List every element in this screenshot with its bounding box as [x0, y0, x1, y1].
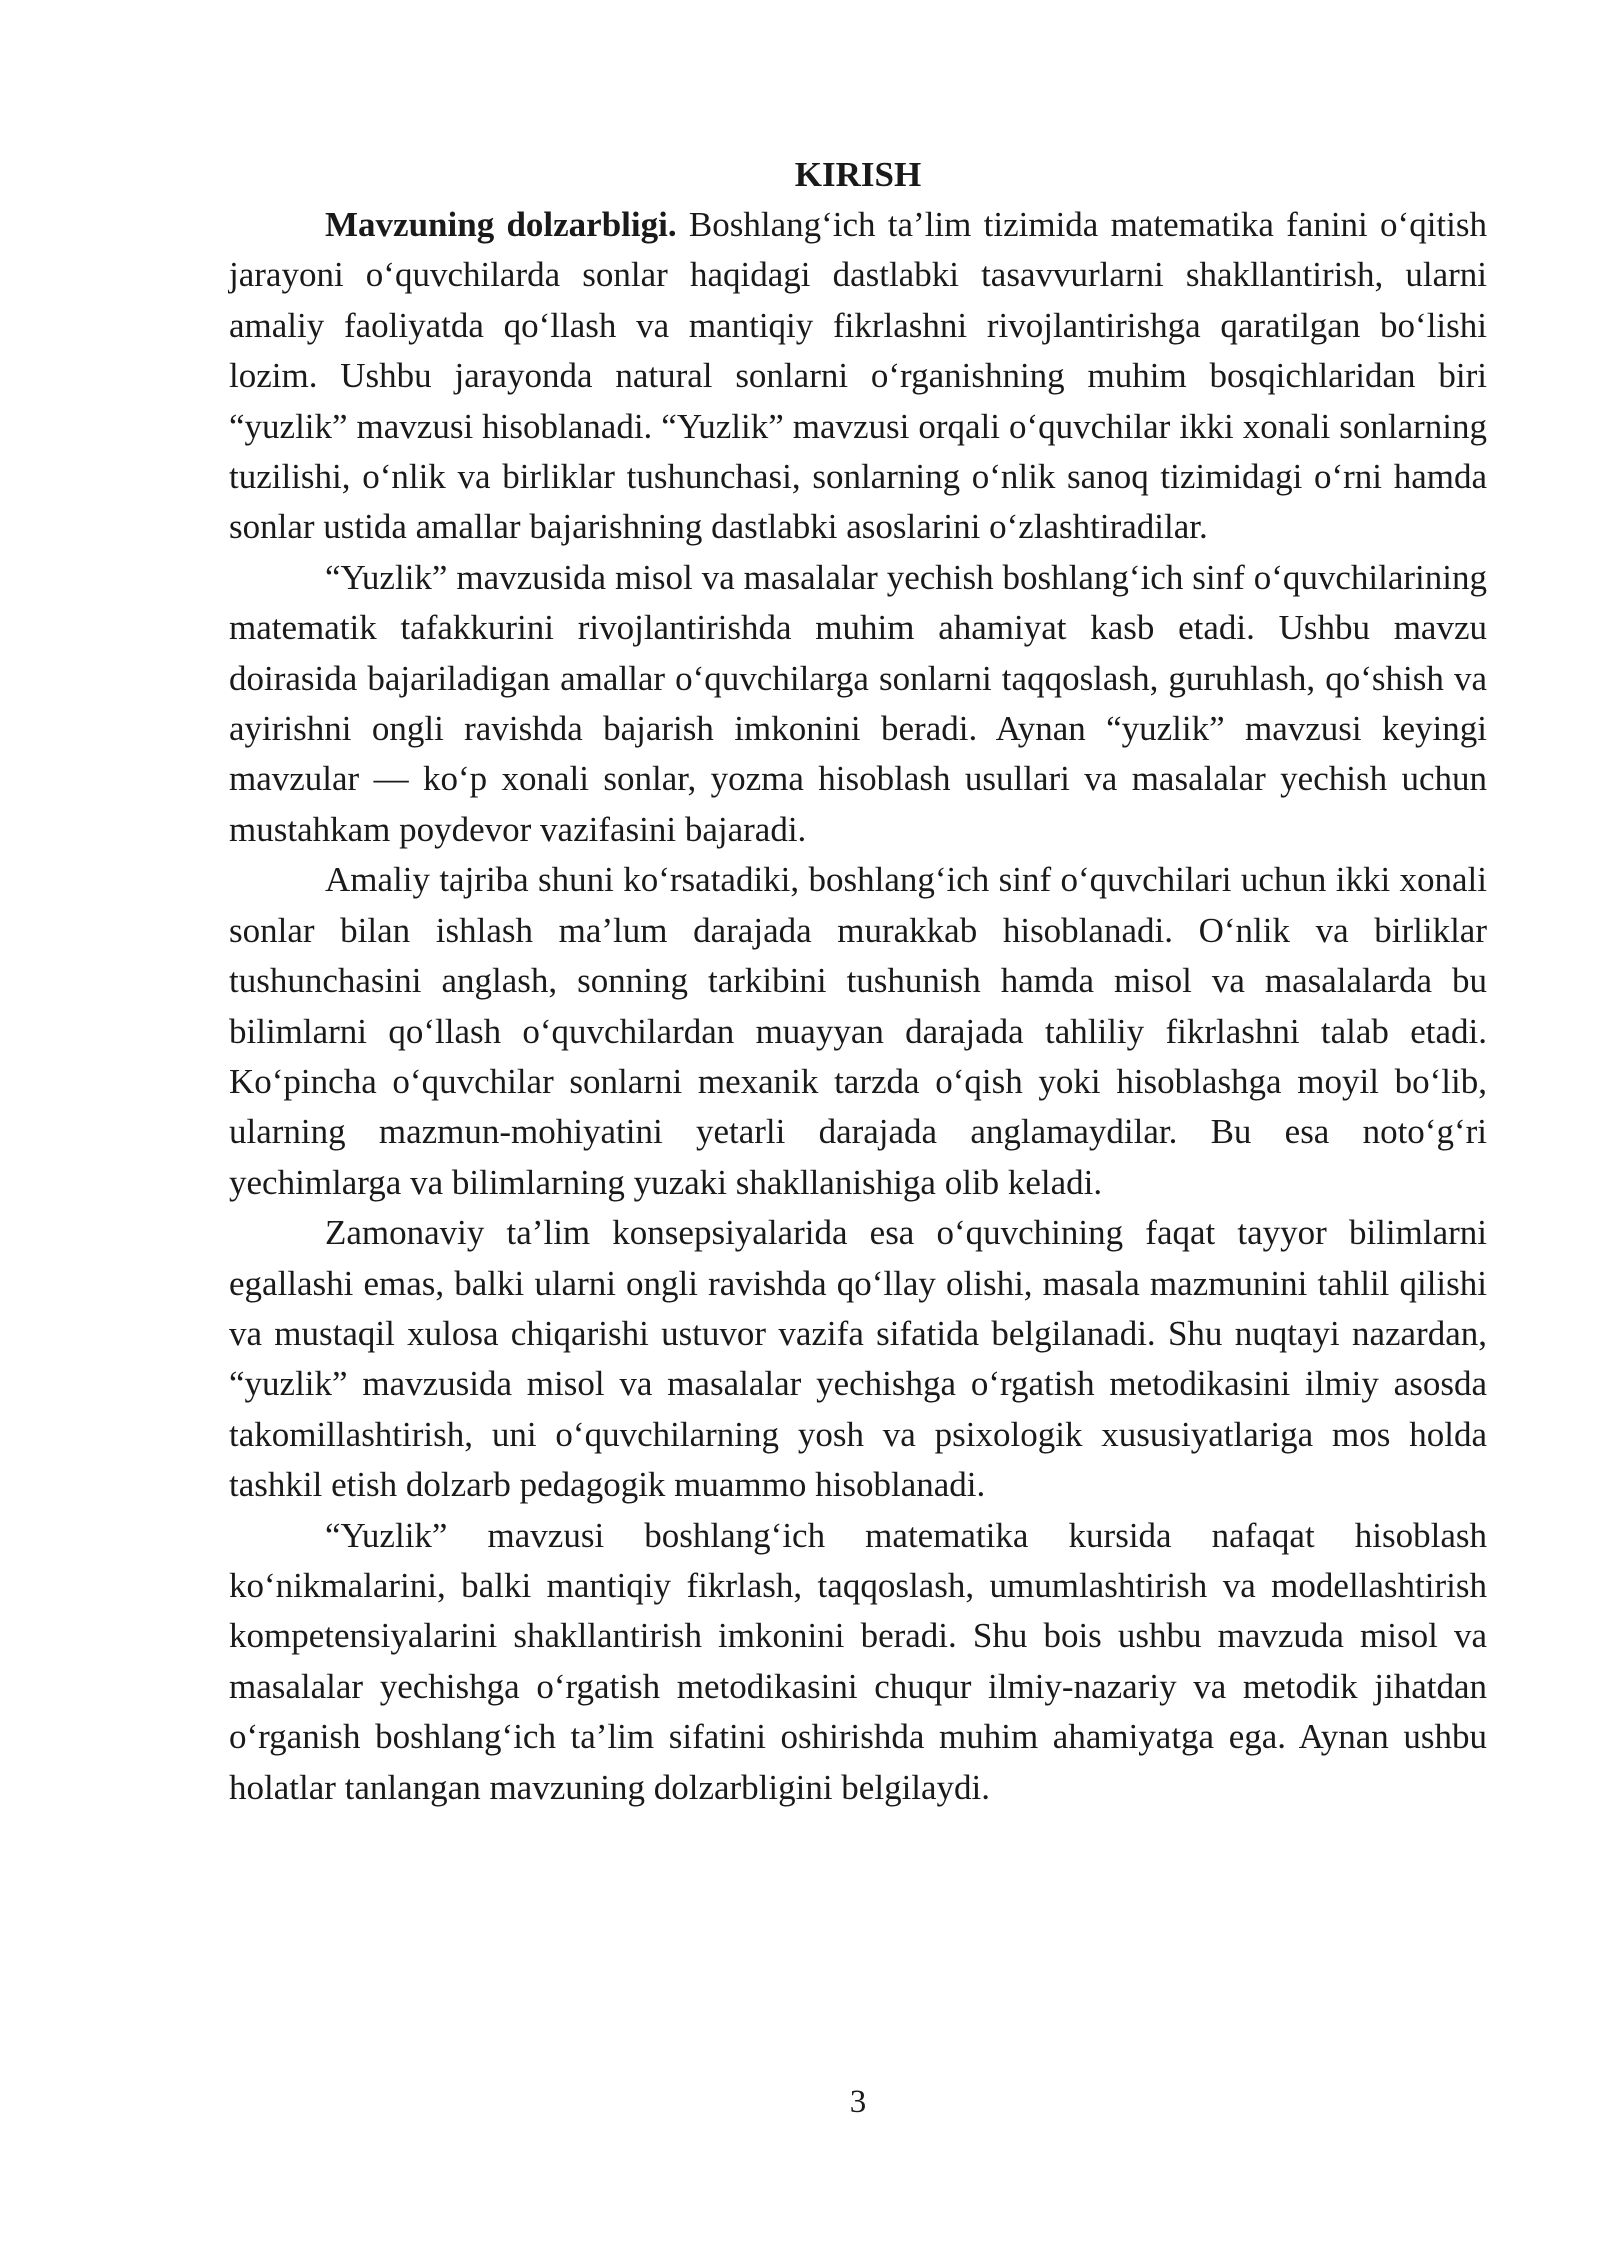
- paragraph-lead: Mavzuning dolzarbligi.: [325, 205, 677, 244]
- paragraph: [229, 1511, 1487, 1813]
- paragraph: [229, 1208, 1487, 1510]
- document-page: [229, 150, 1487, 1813]
- paragraph-text: “Yuzlik” mavzusida misol va masalalar yechish boshlang‘ich sinf o‘quvchilarining matematik tafakkurini rivojlantirishda muhim ahamiyat kasb etadi. Ushbu mavzu doirasida bajariladigan amallar o‘quvchilarga sonlarni taqqoslash, guruhlash, qo‘shish va ayirishni ongli ravishda bajarish imkonini beradi. Aynan “yuzlik” mavzusi keyingi mavzular — ko‘p xonali sonlar, yozma hisoblash usullari va masalalar yechish uchun mustahkam poydevor vazifasini bajaradi.: [229, 557, 1487, 849]
- paragraph: [229, 553, 1487, 855]
- paragraph-text: “Yuzlik” mavzusi boshlang‘ich matematika kursida nafaqat hisoblash ko‘nikmalarini, balki mantiqiy fikrlash, taqqoslash, umumlashtirish va modellashtirish kompetensiyalarini shakllantirish imkonini beradi. Shu bois ushbu mavzuda misol va masalalar yechishga o‘rgatish metodikasini chuqur ilmiy-nazariy va metodik jihatdan o‘rganish boshlang‘ich ta’lim sifatini oshirishda muhim ahamiyatga ega. Aynan ushbu holatlar tanlangan mavzuning dolzarbligini belgilaydi.: [229, 1515, 1487, 1807]
- paragraph-text: Boshlang‘ich ta’lim tizimida matematika fanini o‘qitish jarayoni o‘quvchilarda sonlar haqidagi dastlabki tasavvurlarni shakllantirish, ularni amaliy faoliyatda qo‘llash va mantiqiy fikrlashni rivojlantirishga qaratilgan bo‘lishi lozim. Ushbu jarayonda natural sonlarni o‘rganishning muhim bosqichlaridan biri “yuzlik” mavzusi hisoblanadi. “Yuzlik” mavzusi orqali o‘quvchilar ikki xonali sonlarning tuzilishi, o‘nlik va birliklar tushunchasi, sonlarning o‘nlik sanoq tizimidagi o‘rni hamda sonlar ustida amallar bajarishning dastlabki asoslarini o‘zlashtiradilar.: [229, 205, 1488, 547]
- page-number: 3: [849, 2084, 867, 2120]
- paragraph-relevance: [229, 200, 1487, 553]
- paragraph-text: Zamonaviy ta’lim konsepsiyalarida esa o‘quvchining faqat tayyor bilimlarni egallashi emas, balki ularni ongli ravishda qo‘llay olishi, masala mazmunini tahlil qilishi va mustaqil xulosa chiqarishi ustuvor vazifa sifatida belgilanadi. Shu nuqtayi nazardan, “yuzlik” mavzusida misol va masalalar yechishga o‘rgatish metodikasini ilmiy asosda takomillashtirish, uni o‘quvchilarning yosh va psixologik xususiyatlariga mos holda tashkil etish dolzarb pedagogik muammo hisoblanadi.: [229, 1213, 1487, 1505]
- paragraph: [229, 855, 1487, 1208]
- section-heading: KIRISH: [794, 155, 922, 194]
- paragraph-text: Amaliy tajriba shuni ko‘rsatadiki, boshlang‘ich sinf o‘quvchilari uchun ikki xonali sonlar bilan ishlash ma’lum darajada murakkab hisoblanadi. O‘nlik va birliklar tushunchasini anglash, sonning tarkibini tushunish hamda misol va masalalarda bu bilimlarni qo‘llash o‘quvchilardan muayyan darajada tahliliy fikrlashni talab etadi. Ko‘pincha o‘quvchilar sonlarni mexanik tarzda o‘qish yoki hisoblashga moyil bo‘lib, ularning mazmun-mohiyatini yetarli darajada anglamaydilar. Bu esa noto‘g‘ri yechimlarga va bilimlarning yuzaki shakllanishiga olib keladi.: [229, 860, 1487, 1202]
